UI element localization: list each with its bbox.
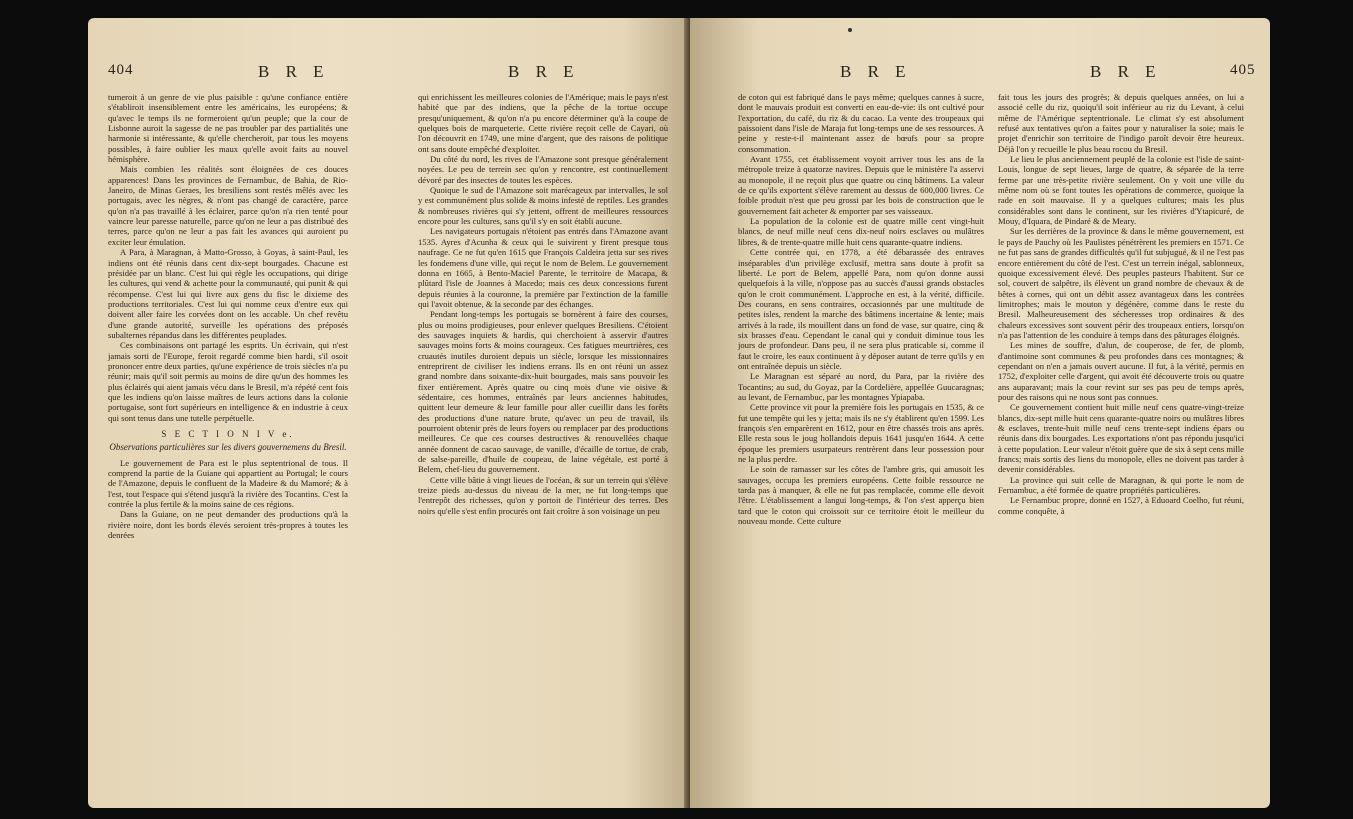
folio-left: 404 [108, 62, 134, 78]
right-page-col2 [998, 92, 1244, 516]
section-title: Observations particulières sur les divers gouvernemens du Bresil. [109, 442, 347, 453]
section-heading: S E C T I O N I V e. [161, 429, 295, 439]
left-page-col2 [418, 92, 668, 516]
running-head-right-col1: B R E [840, 62, 912, 81]
paragraph: tumeroit à un genre de vie plus paisible : qu'une confiance entière s'établiroit insensiblement entre les américains, les européens; & qu'avec le temps ils ne formeroient qu'un peuple; que la cour de Lisbonne auroit la sagesse de ne pas troubler par des partialités une harmonie si intéressante, & qu'elle chercheroit, par tous les moyens possibles, à faire oublier les maux qu'elle avoit faits au nouvel hémisphère. [108, 92, 348, 165]
right-page [690, 18, 1270, 808]
paragraph: Le soin de ramasser sur les côtes de l'ambre gris, qui amusoit les sauvages, occupa les premiers européens. Cette foible ressource ne tarda pas à manquer, & elle ne fut pas remplacée, comme elle devoit l'être. L'établissement a langui long-temps, & l'on s'est apperçu bien tard que le coton qui croissoit sur ce territoire étoit le meilleur du nouveau monde. Cette culture [738, 464, 984, 527]
right-page-col1 [738, 92, 984, 526]
running-head-left-col1: B R E [258, 62, 330, 81]
paragraph: Ce gouvernement contient huit mille neuf cens quatre-vingt-treize blancs, dix-sept mille huit cens quarante-quatre noirs ou mulâtres libres & esclaves, trente-huit mille neuf cens trente-sept indiens épars ou réunis dans dix bourgades. Les exportations n'ont pas répondu jusqu'ici à cette population. Leur valeur n'étoit guère que de six à sept cens mille francs; mais sortis des liens du monopole, elles ne doivent pas tarder à devenir considérables. [998, 402, 1244, 475]
paragraph: Pendant long-temps les portugais se bornèrent à faire des courses, plus ou moins prodigieuses, pour enlever quelques Bresiliens. C'étoient des sauvages inquiets & hardis, qui cherchoient à asservir d'autres sauvages moins forts & moins courageux. Ces fatigues meurtrières, ces cruautés inutiles duroient depuis un siècle, lorsque les missionnaires entreprirent de civiliser les indiens errans. Ils en ont réuni un assez grand nombre dans soixante-dix-huit bourgades, mais sans pouvoir les fixer entièrement. Après quatre ou cinq mois d'une vie oisive & sédentaire, ces hommes, entraînés par leurs anciennes habitudes, quittent leur demeure & leur famille pour aller cueillir dans les forêts des productions d'une nature brute, qu'avec un peu de travail, ils pourroient obtenir près de leurs foyers ou remplacer par des productions meilleures. Ce que ces courses destructives & renouvellées chaque année donnent de cacao sauvage, de vanille, d'écaille de tortue, de crab, de salse-pareille, d'huile de coupeau, de laine végétale, est porté à Belem, chef-lieu du gouvernement. [418, 309, 668, 475]
paragraph: qui enrichissent les meilleures colonies de l'Amérique; mais le pays n'est habité que par des indiens, que la pêche de la tortue occupe presqu'uniquement, & qu'on n'a pu encore déterminer qu'à la coupe de quelques bois de marqueterie. Cette rivière reçoit celle de Cayari, où l'on découvrit en 1749, une mine d'argent, que des raisons de politique ont sans doute empêché d'exploiter. [418, 92, 668, 154]
paragraph: Le lieu le plus anciennement peuplé de la colonie est l'isle de saint-Louis, longue de sept lieues, large de quatre, & séparée de la terre ferme par une très-petite rivière seulement. On y voit une ville du même nom où se font toutes les opérations de commerce, quoique la rade en soit mauvaise. Il y a quelques cultures; mais les plus considérables sont dans le continent, sur les rivières d'Ytapicuré, de Mouy, d'Iquara, de Pindaré & de Meary. [998, 154, 1244, 227]
paragraph: Les mines de souffre, d'alun, de couperose, de fer, de plomb, d'antimoine sont communes & peu profondes dans ces montagnes; & cependant on n'en a jamais ouvert aucune. Il fut, à la vérité, permis en 1752, d'exploiter celle d'argent, qui avoit été découverte trois ou quatre ans auparavant; mais la cour revint sur ses pas peu de temps après, pour des raisons qui ne nous sont pas connues. [998, 340, 1244, 402]
left-page-col1 [108, 92, 348, 540]
paragraph: Cette ville bâtie à vingt lieues de l'océan, & sur un terrein qui s'élève treize pieds au-dessus du niveau de la mer, ne fut long-temps que l'entrepôt des richesses, qu'on y portoit de l'intérieur des terres. Des noirs qu'elle s'est enfin procurés ont fait croître à son voisinage un peu [418, 474, 668, 516]
paragraph: Ces combinaisons ont partagé les esprits. Un écrivain, qui n'est jamais sorti de l'Europe, feroit regardé comme bien hardi, s'il osoit prononcer entre deux parties, qu'une expérience de trois siècles n'a pu réunir; mais qu'il soit permis au moins de dire qu'un des hommes les plus éclairés qui aient jamais vécu dans le Bresil, m'a répété cent fois que les indiens qu'on laisse maîtres de leurs actions dans la colonie portugaise, sont fort supérieurs en intelligence & en industrie à ceux qui sont tenus dans une tutelle perpétuelle. [108, 340, 348, 423]
paragraph: Le Maragnan est séparé au nord, du Para, par la rivière des Tocantins; au sud, du Goyaz, par la Cordelière, appellée Guucaragnas; au levant, de Fernambuc, par les montagnes Ypiapaba. [738, 371, 984, 402]
paragraph: Sur les derrières de la province & dans le même gouvernement, est le pays de Pauchy où les Paulistes pénétrèrent les premiers en 1571. Ce ne fut pas sans de grandes difficultés qu'il fut subjugué, & il ne l'est pas encore entièrement du côté de l'est. C'est un terrein inégal, sablonneux, quoique excessivement élevé. Des peuples pasteurs l'habitent. Sur ce sol, couvert de salpêtre, ils élèvent un grand nombre de chevaux & de bêtes à cornes, qui ont un débit assez avantageux dans les contrées limitrophes; mais le mouton y dégénère, comme dans le reste du Bresil. Malheureusement des sécheresses trop ordinaires & des chaleurs excessives sont souvent périr des troupeaux entiers, lorsqu'on n'a pas l'attention de les conduire à temps dans des pâturages éloignés. [998, 226, 1244, 340]
paragraph: Les navigateurs portugais n'étoient pas entrés dans l'Amazone avant 1535. Ayres d'Acunha & ceux qui le suivirent y firent presque tous naufrage. Ce ne fut qu'en 1615 que François Caldeira jetta sur ses rives les fondemens d'une ville, qui reçut le nom de Belem. Le gouvernement donna en 1665, à Bento-Maciel Parente, le territoire de Macapa, & plûtard l'isle de Joannes à Macedo; mais ces deux concessions furent depuis réunies à la couronne, la première par l'extinction de la famille qui l'avoit obtenue, & la seconde par des échanges. [418, 226, 668, 309]
paragraph: fait tous les jours des progrès; & depuis quelques années, on lui a associé celle du riz, quoiqu'il soit inférieur au riz du Levant, à celui même de l'Amérique septentrionale. Le climat s'y est absolument refusé aux tentatives qu'on a faites pour y naturaliser la soie; mais le projet d'enrichir son territoire de l'indigo paroît devoir être heureux. Déjà l'on y recueille le plus beau rocou du Bresil. [998, 92, 1244, 154]
paragraph: Le gouvernement de Para est le plus septentrional de tous. Il comprend la partie de la Guiane qui appartient au Portugal; le cours de l'Amazone, depuis le confluent de la Madeire & du Mamoré; & à l'est, tout l'espace qui s'étend jusqu'à la rivière des Tocantins. C'est la contrée la plus fertile & la moins saine de ces régions. [108, 457, 348, 510]
paragraph: Mais combien les réalités sont éloignées de ces douces apparences! Dans les provinces de Fernambuc, de Bahia, de Rio-Janeiro, de Minas Geraes, les bresiliens sont restés mêlés avec les portugais, avec les nègres, & n'ont pas changé de caractère, parce qu'on n'a pas travaillé à les éclairer, parce qu'on n'a rien tenté pour vaincre leur paresse naturelle, parce qu'on ne leur a pas distribué des terres, parce qu'on ne leur a pas fait les avances qui auroient pu exciter leur émulation. [108, 164, 348, 247]
paragraph: Dans la Guiane, on ne peut demander des productions qu'à la rivière noire, dont les bords élevés seroient très-propres à toutes les denrées [108, 509, 348, 541]
ink-spot [848, 28, 852, 32]
paragraph: La population de la colonie est de quatre mille cent vingt-huit blancs, de neuf mille neuf cens dix-neuf noirs esclaves ou mulâtres libres, & de trente-quatre mille huit cens quarante-quatre indiens. [738, 216, 984, 247]
left-page [88, 18, 696, 808]
paragraph: Avant 1755, cet établissement voyoit arriver tous les ans de la métropole treize à quatorze navires. Depuis que le ministère l'a asservi au monopole, il ne reçoit plus que quatre ou cinq bâtimens. La valeur de ce qu'ils exportent s'élève rarement au dessus de 600,000 livres. Ce foible produit n'est que peu grossi par les bois de construction que le gouvernement fait acheter & emporter par ses vaisseaux. [738, 154, 984, 216]
paragraph: A Para, à Maragnan, à Matto-Grosso, à Goyas, à saint-Paul, les indiens ont été réunis dans cent dix-sept bourgades. Chacune est présidée par un blanc. C'est lui qui règle les occupations, qui dirige les cultures, qui vend & achette pour la communauté, qui punit & qui récompense. C'est lui qui livre aux gens du fisc le dixieme des productions territoriales. C'est lui qui nomme ceux d'entre eux qui doivent aller faire les corvées dont on les accable. Un chef revêtu d'une grande autorité, surveille les opérations des préposés subalternes répandus dans les différentes peuplades. [108, 247, 348, 340]
paragraph: Le Fernambuc propre, donné en 1527, à Eduoard Coelho, fut réuni, comme conquête, à [998, 495, 1244, 516]
paragraph: La province qui suit celle de Maragnan, & qui porte le nom de Fernambuc, a été formée de quatre propriétés particulières. [998, 474, 1244, 496]
paragraph: Quoique le sud de l'Amazone soit marécageux par intervalles, le sol y est communément plus solide & moins infesté de reptiles. Les grandes & nombreuses rivières qui s'y jettent, offrent de meilleures ressources encore pour les cultures, sans qu'il s'y en soit établi aucune. [418, 185, 668, 227]
paragraph: de coton qui est fabriqué dans le pays même; quelques cannes à sucre, dont le mauvais produit est converti en eau-de-vie: ils ont cultivé pour l'exportation, du café, du riz & du cacao. La vente des troupeaux qui paissoient dans l'isle de Maraja fut long-temps une de ses ressources. A peine y reste-t-il maintenant assez de bœufs pour sa propre consommation. [738, 92, 984, 154]
running-head-right-col2: B R E [1090, 62, 1162, 81]
folio-right: 405 [1230, 62, 1256, 78]
paragraph: Cette contrée qui, en 1778, a été débarassée des entraves inséparables d'un privilège exclusif, mettra sans doute à profit sa liberté. Le port de Belem, appellé Para, nom qu'on donne aussi quelquefois à la ville, n'oppose pas au succès d'aussi grands obstacles qu'on le croit communément. L'approche en est, à la vérité, difficile. Des courans, en sens contraires, occasionnés par une multitude de petites isles, rendent la marche des bâtimens incertaine & lente; mais arrivés à la rade, ils mouillent dans un fond de vase, sur quatre, cinq & six brasses d'eau. Cependant le canal qui y conduit diminue tous les jours de profondeur. Dans peu, il ne sera plus praticable si, comme il faut le croire, les eaux continuent à y déposer autant de terre qu'ils y en ont entraînée depuis un siècle. [738, 247, 984, 371]
running-head-left-col2: B R E [508, 62, 580, 81]
paragraph: Cette province vit pour la première fois les portugais en 1535, & ce fut une tempête qui les y jetta; mais ils ne s'y établirent qu'en 1599. Les françois s'en emparèrent en 1612, pour en être chassés trois ans après. Elle resta sous le joug hollandois depuis 1641 jusqu'en 1644. A cette époque les premiers usurpateurs rentrèrent dans leur possession pour ne la plus perdre. [738, 402, 984, 465]
paragraph: Du côté du nord, les rives de l'Amazone sont presque généralement noyées. Le peu de terrein sec qu'on y rencontre, est continuellement dévoré par des insectes de toutes les espèces. [418, 154, 668, 185]
